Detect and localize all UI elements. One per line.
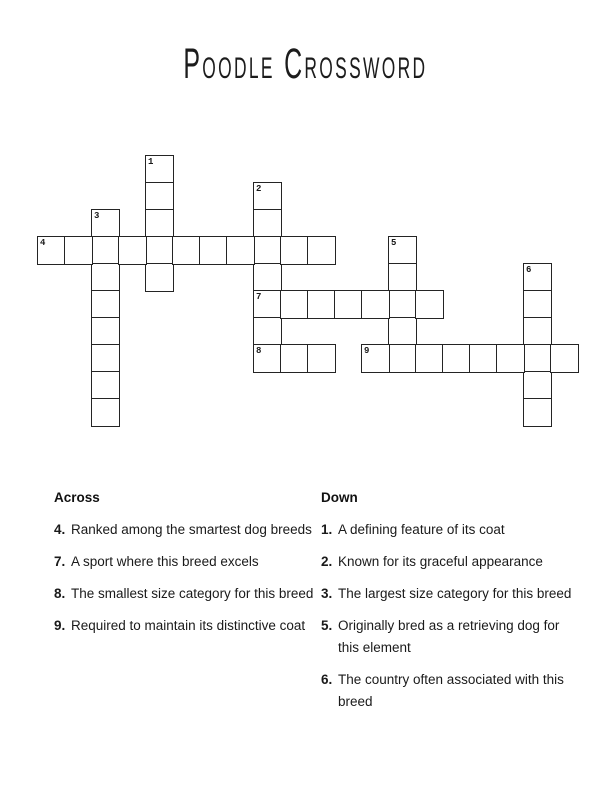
- clue-number: 7.: [54, 554, 66, 569]
- clue-item: [321, 551, 583, 573]
- grid-cell[interactable]: [523, 263, 552, 292]
- grid-cell[interactable]: [388, 317, 417, 346]
- grid-cell[interactable]: [361, 344, 390, 373]
- grid-cell[interactable]: [253, 182, 282, 211]
- grid-cell[interactable]: [280, 290, 309, 319]
- cell-number: 4: [40, 238, 46, 248]
- grid-cell[interactable]: [253, 209, 282, 238]
- clue-item: [321, 615, 583, 659]
- grid-cell[interactable]: [523, 344, 552, 373]
- grid-cell[interactable]: [388, 290, 417, 319]
- grid-cell[interactable]: [280, 236, 309, 265]
- across-clues-list: [54, 519, 322, 637]
- clue-text: Ranked among the smartest dog breeds: [71, 522, 312, 537]
- grid-cell[interactable]: [37, 236, 66, 265]
- cell-number: 3: [94, 211, 100, 221]
- grid-cell[interactable]: [64, 236, 93, 265]
- grid-cell[interactable]: [145, 182, 174, 211]
- cell-number: 5: [391, 238, 397, 248]
- cell-number: 9: [364, 346, 370, 356]
- clue-text: Known for its graceful appearance: [338, 554, 543, 569]
- clue-item: [54, 519, 322, 541]
- cell-number: 2: [256, 184, 262, 194]
- grid-cell[interactable]: [91, 209, 120, 238]
- cell-number: 8: [256, 346, 262, 356]
- grid-cell[interactable]: [523, 398, 552, 427]
- cell-number: 7: [256, 292, 262, 302]
- clue-text: Originally bred as a retrieving dog for this element: [338, 618, 560, 655]
- grid-cell[interactable]: [334, 290, 363, 319]
- grid-cell[interactable]: [496, 344, 525, 373]
- clue-text: Required to maintain its distinctive coat: [71, 618, 306, 633]
- grid-cell[interactable]: [415, 290, 444, 319]
- grid-cell[interactable]: [253, 263, 282, 292]
- page-title: Poodle Crossword: [183, 40, 428, 88]
- clue-number: 2.: [321, 554, 333, 569]
- clue-number: 1.: [321, 522, 333, 537]
- grid-cell[interactable]: [307, 344, 336, 373]
- clue-item: [321, 519, 583, 541]
- down-clues-column: [321, 487, 583, 723]
- grid-cell[interactable]: [91, 317, 120, 346]
- cell-number: 6: [526, 265, 532, 275]
- cell-number: 1: [148, 157, 154, 167]
- grid-cell[interactable]: [145, 236, 174, 265]
- grid-cell[interactable]: [91, 371, 120, 400]
- grid-cell[interactable]: [442, 344, 471, 373]
- clue-number: 8.: [54, 586, 66, 601]
- clue-item: [54, 551, 322, 573]
- grid-cell[interactable]: [91, 263, 120, 292]
- grid-cell[interactable]: [199, 236, 228, 265]
- grid-cell[interactable]: [415, 344, 444, 373]
- grid-cell[interactable]: [253, 344, 282, 373]
- clue-number: 6.: [321, 672, 333, 687]
- clue-text: The country often associated with this breed: [338, 672, 564, 709]
- clue-number: 5.: [321, 618, 333, 633]
- clue-item: [321, 669, 583, 713]
- grid-cell[interactable]: [307, 236, 336, 265]
- grid-cell[interactable]: [118, 236, 147, 265]
- clue-text: A defining feature of its coat: [338, 522, 505, 537]
- down-header: Down: [321, 490, 358, 505]
- grid-cell[interactable]: [145, 209, 174, 238]
- grid-cell[interactable]: [388, 344, 417, 373]
- clue-number: 4.: [54, 522, 66, 537]
- grid-cell[interactable]: [280, 344, 309, 373]
- grid-cell[interactable]: [523, 290, 552, 319]
- grid-cell[interactable]: [523, 371, 552, 400]
- grid-cell[interactable]: [253, 317, 282, 346]
- clue-item: [321, 583, 583, 605]
- grid-cell[interactable]: [91, 398, 120, 427]
- clue-number: 3.: [321, 586, 333, 601]
- grid-cell[interactable]: [226, 236, 255, 265]
- grid-cell[interactable]: [550, 344, 579, 373]
- grid-cell[interactable]: [523, 317, 552, 346]
- clue-text: The smallest size category for this breed: [71, 586, 314, 601]
- clue-text: A sport where this breed excels: [71, 554, 259, 569]
- grid-cell[interactable]: [172, 236, 201, 265]
- grid-cell[interactable]: [91, 236, 120, 265]
- grid-cell[interactable]: [91, 290, 120, 319]
- down-clues-list: [321, 519, 583, 713]
- across-clues-column: [54, 487, 322, 647]
- grid-cell[interactable]: [469, 344, 498, 373]
- across-header: Across: [54, 490, 100, 505]
- title-wrap: [0, 40, 611, 89]
- grid-cell[interactable]: [253, 236, 282, 265]
- grid-cell[interactable]: [361, 290, 390, 319]
- clue-item: [54, 583, 322, 605]
- grid-cell[interactable]: [145, 263, 174, 292]
- grid-cell[interactable]: [91, 344, 120, 373]
- grid-cell[interactable]: [388, 236, 417, 265]
- grid-cell[interactable]: [145, 155, 174, 184]
- clue-item: [54, 615, 322, 637]
- grid-cell[interactable]: [388, 263, 417, 292]
- clue-text: The largest size category for this breed: [338, 586, 572, 601]
- clue-number: 9.: [54, 618, 66, 633]
- grid-cell[interactable]: [307, 290, 336, 319]
- grid-cell[interactable]: [253, 290, 282, 319]
